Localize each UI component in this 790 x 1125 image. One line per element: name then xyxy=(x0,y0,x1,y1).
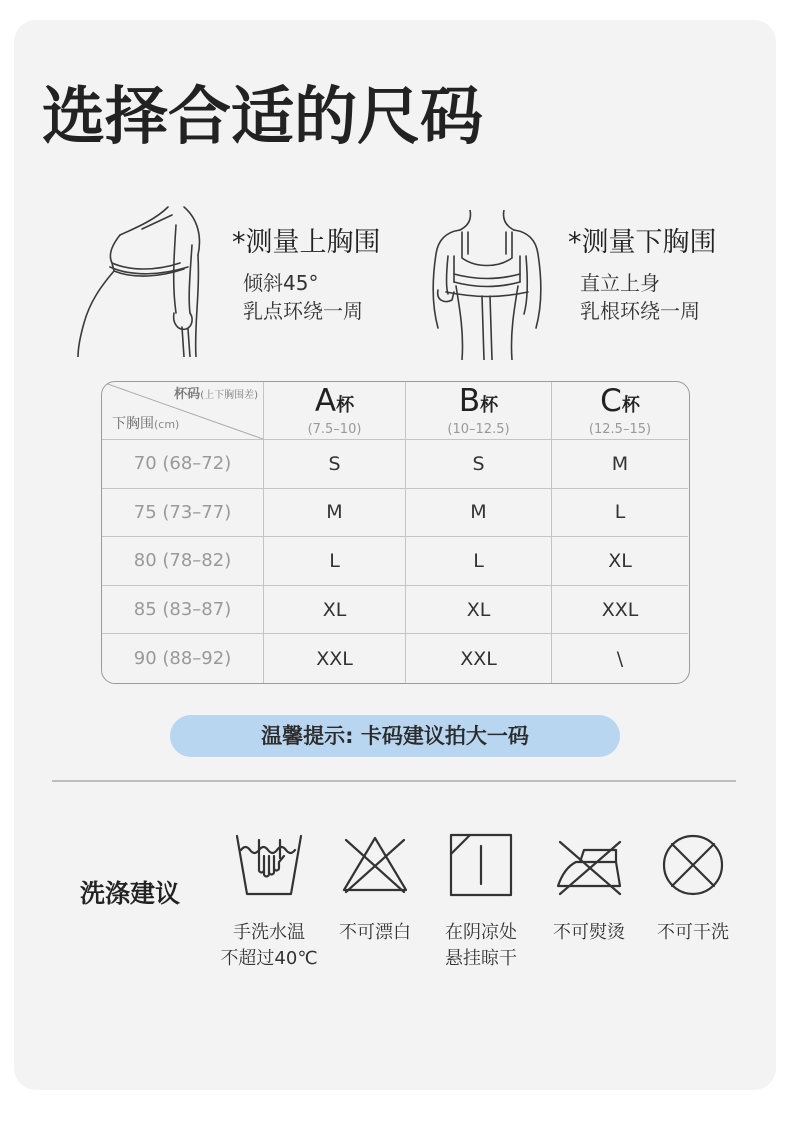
care-label: 不可漂白 xyxy=(339,922,411,943)
under-bust-step-2: 乳根环绕一周 xyxy=(580,299,700,323)
size-cell: XXL xyxy=(406,634,552,683)
care-item-no-dry-clean xyxy=(638,832,748,946)
cup-label: 杯码 xyxy=(174,387,201,402)
cup-letter: B xyxy=(458,382,481,419)
under-bust-step-1: 直立上身 xyxy=(580,271,660,295)
size-guide-card xyxy=(14,20,776,1090)
cup-suffix: 杯 xyxy=(480,394,499,416)
care-label: 不可熨烫 xyxy=(553,922,625,943)
care-label: 不超过40℃ xyxy=(220,948,318,969)
cup-range: (7.5–10) xyxy=(307,421,362,437)
band-label: 下胸围 xyxy=(112,416,154,432)
care-label: 悬挂晾干 xyxy=(445,948,517,969)
care-item-no-bleach xyxy=(320,832,430,946)
cup-range: (10–12.5) xyxy=(447,421,510,437)
size-cell: XL xyxy=(264,586,406,635)
size-cell: S xyxy=(264,440,406,489)
band-cell: 75 (73–77) xyxy=(102,489,264,538)
cup-letter: A xyxy=(314,382,337,419)
no-iron-icon xyxy=(554,832,624,898)
upper-bust-title: *测量上胸围 xyxy=(232,227,381,258)
size-cell: \ xyxy=(616,647,624,670)
size-cell: L xyxy=(264,537,406,586)
care-title: 洗涤建议 xyxy=(80,879,181,908)
section-divider xyxy=(52,780,736,782)
band-cell: 80 (78–82) xyxy=(102,537,264,586)
size-cell: XL xyxy=(552,537,688,586)
upper-bust-step-2: 乳点环绕一周 xyxy=(243,299,363,323)
hand-wash-icon xyxy=(234,832,304,898)
band-cell: 90 (88–92) xyxy=(102,634,264,683)
shade-dry-icon xyxy=(446,832,516,898)
cup-header-label xyxy=(174,385,258,404)
band-header-label xyxy=(112,414,179,434)
cup-suffix: 杯 xyxy=(336,394,355,416)
under-bust-title: *测量下胸围 xyxy=(568,227,717,258)
band-cell: 70 (68–72) xyxy=(102,440,264,489)
table-corner-header xyxy=(102,382,264,440)
care-item-shade-dry xyxy=(426,832,536,972)
size-cell: M xyxy=(552,440,688,489)
size-tip-banner: 温馨提示: 卡码建议拍大一码 xyxy=(170,715,620,757)
no-bleach-icon xyxy=(340,832,410,898)
upper-bust-illustration xyxy=(72,205,207,357)
size-cell: L xyxy=(552,489,688,538)
cup-suffix: 杯 xyxy=(621,394,640,416)
page-title: 选择合适的尺码 xyxy=(42,80,483,153)
cup-header-b xyxy=(406,382,552,440)
size-table xyxy=(101,381,690,684)
size-cell: M xyxy=(264,489,406,538)
cup-letter: C xyxy=(600,382,622,419)
care-item-hand-wash xyxy=(214,832,324,972)
size-cell: S xyxy=(406,440,552,489)
size-cell: L xyxy=(406,537,552,586)
care-item-no-iron xyxy=(534,832,644,946)
band-cell: 85 (83–87) xyxy=(102,586,264,635)
upper-bust-step-1: 倾斜45° xyxy=(243,271,319,295)
size-cell: XXL xyxy=(552,586,688,635)
size-cell: M xyxy=(406,489,552,538)
size-cell: XL xyxy=(406,586,552,635)
band-unit: (cm) xyxy=(154,418,180,431)
size-cell: XXL xyxy=(264,634,406,683)
cup-note: (上下胸围差) xyxy=(200,390,258,401)
cup-header-a xyxy=(264,382,406,440)
no-dry-clean-icon xyxy=(658,832,728,898)
cup-range: (12.5–15) xyxy=(588,421,652,437)
cup-header-c xyxy=(552,382,688,440)
care-label: 不可干洗 xyxy=(657,922,729,943)
care-label: 在阴凉处 xyxy=(445,922,517,943)
care-label: 手洗水温 xyxy=(233,922,305,943)
under-bust-illustration xyxy=(424,210,550,360)
